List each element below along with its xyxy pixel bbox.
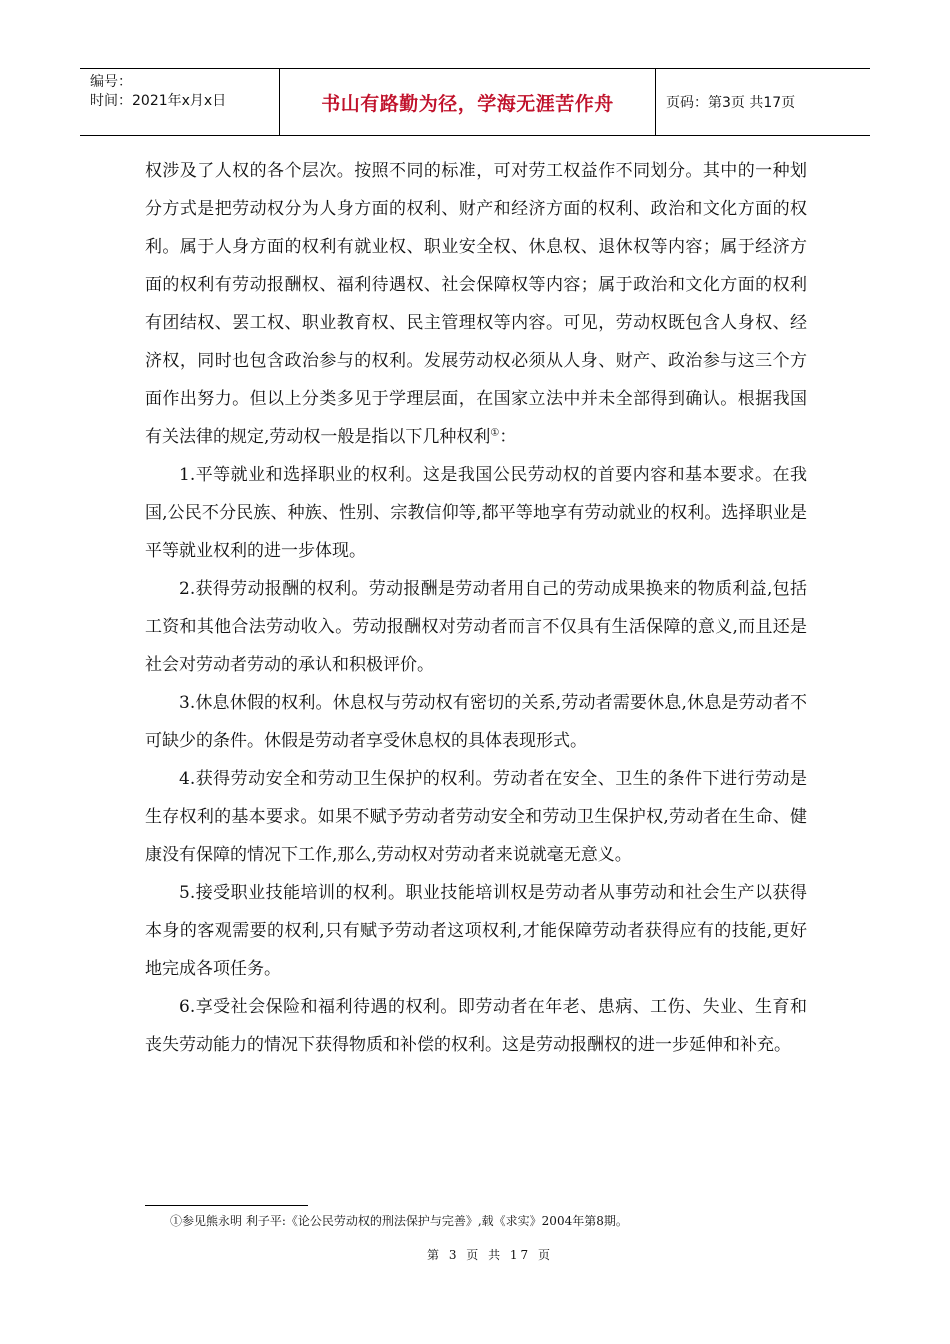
page-header <box>80 68 870 136</box>
intro-colon: ： <box>499 427 517 447</box>
document-date-label: 时间：2021年x月x日 <box>90 93 227 109</box>
right-item-1: 1.平等就业和选择职业的权利。这是我国公民劳动权的首要内容和基本要求。在我国,公民不分民族、种族、性别、宗教信仰等,都平等地享有劳动就业的权利。选择职业是平等就业权利的进一步体现。 <box>145 465 807 561</box>
footnote-reference[interactable]: ① <box>490 427 500 439</box>
right-item-4: 4.获得劳动安全和劳动卫生保护的权利。劳动者在安全、卫生的条件下进行劳动是生存权利的基本要求。如果不赋予劳动者劳动安全和劳动卫生保护权,劳动者在生命、健康没有保障的情况下工作,那么,劳动权对劳动者来说就毫无意义。 <box>145 769 807 865</box>
intro-paragraph <box>145 152 807 456</box>
page-footer-number: 第 3 页 共 17 页 <box>427 1248 553 1262</box>
right-item-2: 2.获得劳动报酬的权利。劳动报酬是劳动者用自己的劳动成果换来的物质利益,包括工资和其他合法劳动收入。劳动报酬权对劳动者而言不仅具有生活保障的意义,而且还是社会对劳动者劳动的承认和积极评价。 <box>145 579 807 675</box>
header-motto: 书山有路勤为径，学海无涯苦作舟 <box>280 69 656 135</box>
document-number-label: 编号： <box>90 74 132 90</box>
right-item-3: 3.休息休假的权利。休息权与劳动权有密切的关系,劳动者需要休息,休息是劳动者不可缺少的条件。休假是劳动者享受休息权的具体表现形式。 <box>145 693 807 751</box>
header-page-indicator: 页码：第3页 共17页 <box>666 95 796 111</box>
footnote-text: ①参见熊永明 利子平:《论公民劳动权的刑法保护与完善》,载《求实》2004年第8期。 <box>170 1214 628 1228</box>
right-item-6: 6.享受社会保险和福利待遇的权利。即劳动者在年老、患病、工伤、失业、生育和丧失劳动能力的情况下获得物质和补偿的权利。这是劳动报酬权的进一步延伸和补充。 <box>145 997 807 1055</box>
footnote-separator <box>145 1205 308 1206</box>
intro-text: 权涉及了人权的各个层次。按照不同的标准，可对劳工权益作不同划分。其中的一种划分方式是把劳动权分为人身方面的权利、财产和经济方面的权利、政治和文化方面的权利。属于人身方面的权利有就业权、职业安全权、休息权、退休权等内容；属于经济方面的权利有劳动报酬权、福利待遇权、社会保障权等内容；属于政治和文化方面的权利有团结权、罢工权、职业教育权、民主管理权等内容。可见，劳动权既包含人身权、经济权，同时也包含政治参与的权利。发展劳动权必须从人身、财产、政治参与这三个方面作出努力。但以上分类多见于学理层面，在国家立法中并未全部得到确认。根据我国有关法律的规定,劳动权一般是指以下几种权利 <box>145 161 807 447</box>
document-body <box>145 152 807 1064</box>
right-item-5: 5.接受职业技能培训的权利。职业技能培训权是劳动者从事劳动和社会生产以获得本身的客观需要的权利,只有赋予劳动者这项权利,才能保障劳动者获得应有的技能,更好地完成各项任务。 <box>145 883 807 979</box>
header-meta-cell <box>80 69 280 135</box>
